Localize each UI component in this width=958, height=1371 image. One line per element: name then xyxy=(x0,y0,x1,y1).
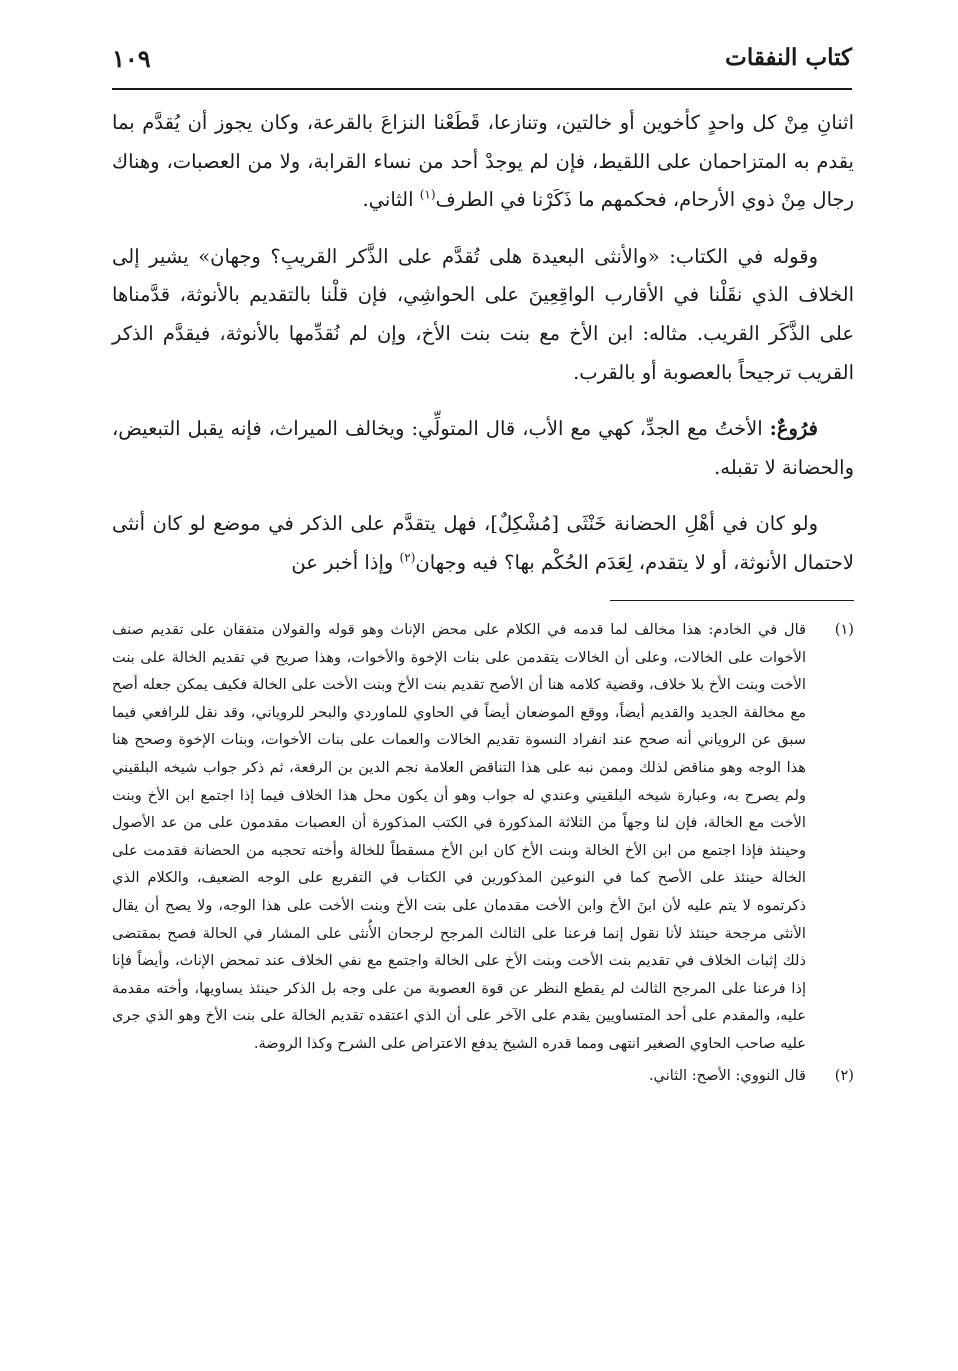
paragraph-tail: وإذا أخبر عن xyxy=(291,550,400,574)
paragraph-text: اثنانِ مِنْ كل واحدٍ كأخوين أو خالتين، وتنازعا، قَطَعْنا النزاعَ بالقرعة، وكان يجوز أن يُقدَّم بما يقدم به المتزاحمان على اللقيط، فإن لم يوجدْ أحد من نساء القرابة، ولا من العصبات، وهناك رجال مِنْ ذوي الأرحام، فحكمهم ما ذَكَرْنا في الطرف xyxy=(112,111,854,212)
footnote-1 xyxy=(112,616,854,1058)
section-lead: فرُوعٌ: xyxy=(769,417,818,441)
paragraph-text: وقوله في الكتاب: «والأنثى البعيدة هلى تُقدَّم على الذَّكر القريبِ؟ وجهان» يشير إلى الخلاف الذي نقَلْنا في الأقارب الواقِعِينَ على الحواشِي، فإن قلْنا بالتقديم بالأنوثة، قدَّمناها على الذَّكَر القريب. مثاله: ابن الأخ مع بنت بنت الأخ، وإن لم نُقدِّمها بالأنوثة، فيقدَّم الذكر القريب ترجيحاً بالعصوبة أو بالقرب. xyxy=(112,244,854,384)
footnote-ref-1: (١) xyxy=(419,187,436,202)
footnotes xyxy=(112,616,854,1093)
paragraph-2 xyxy=(112,238,854,392)
paragraph-text: ولو كان في أهْلِ الحضانة خَنْثَى [مُشْكِلٌ]، فهل يتقدَّم على الذكر في موضع لو كان أنثى لاحتمال الأنوثة، أو لا يتقدم، لِعَدَم الحُكْم بها؟ فيه وجهان xyxy=(112,512,854,574)
paragraph-4 xyxy=(112,505,854,582)
book-title: كتاب النفقات xyxy=(725,44,852,71)
footnote-text: قال النووي: الأصح: الثاني. xyxy=(648,1066,806,1084)
page-header xyxy=(112,44,852,88)
footnote-number: (٢) xyxy=(834,1066,854,1084)
paragraph-tail: الثاني. xyxy=(362,188,420,212)
header-divider xyxy=(112,88,852,90)
paragraph-3 xyxy=(112,410,854,487)
main-text xyxy=(112,104,854,601)
footnote-2 xyxy=(112,1062,854,1090)
paragraph-text: الأختُ مع الجدِّ، كهي مع الأب، قال المتولِّي: ويخالف الميراث، فإنه يقبل التبعيض، والحضانة لا تقبله. xyxy=(112,417,854,479)
footnote-text: قال في الخادم: هذا مخالف لما قدمه في الكلام على محض الإناث وهو قوله والقولان متفقان على تقديم صنف الأخوات على الخالات، وعلى أن الخالات يتقدمن على بنات الإخوة والأخوات، وهذا صريح في تقديم الخالة على بنت الأخت وبنت الأخ بلا خلاف، وقضية كلامه هنا أن الأصح تقديم بنت الأخ وبنت الأخت على الخالة فكيف يمكن جعله أصح مع مخالفة الجديد والقديم أيضاً، ووقع الموضعان أيضاً في الحاوي للماوردي والبحر للروياني، وقد نقل للرافعي فيما سبق عن الروياني أنه صحح عند انفراد النسوة تقديم الخالات والعمات على بنات الأخوات، وبنات الإخوة وصحح هنا هذا الوجه وهو مناقض لذلك وممن نبه على هذا التناقض العلامة نجم الدين بن الرفعة، ثم ذكر جواب شيخه البلقيني ولم يصرح به، وعبارة شيخه البلقيني وعندي له جواب وهو أن يكون محل هذا الخلاف فيما إذا اجتمع ابن الأخ وبنت الأخت مع الخالة، فإن لنا وجهاً من الثلاثة المذكورة في الكتب المذكورة أن العصبات مقدمون على من عد الأصول وحينئذ فإذا اجتمع من ابن الأخ الخالة وبنت الأخ كان ابن الأخ مسقطاً للخالة وأخته تحجبه من الحضانة فقدمت على الخالة حينئذ على الأصح كما في النوعين المذكورين في الكتاب في التفريع على الوجه الضعيف، والكلام الذي ذكرتموه لا يتم عليه لأن ابنَ الأخ وابن الأخت مقدمان على بنت الأخ وبنت الأخت على هذا الوجه، ولا يصح أن يقال الأنثى مرجحة حينئذ لأنا نقول إنما فرعنا على الثالث المرجح لرجحان الأُنثى على المشار في الحالة فصح بمقتضى ذلك إثبات الخلاف في تقديم بنت الأخت وبنت الأخ على الخالة واجتمع مع نفي الخلاف عند تمحض الإناث، وأيضاً فإنا إذا فرعنا على المرجح الثالث لم يقطع النظر عن قوة العصوبة من على وجه بل الذكر حينئذ يساويها، وأخته مقدمة عليه، والمقدم على أحد المتساويين يقدم على الآخر على أن الذي اعتقده تقديم الخالة على بنت الأخ وهو الذي جرى عليه صاحب الحاوي الصغير انتهى ومما قدره الشيخ يدفع الاعتراض على الشرح وكذا الروضة. xyxy=(112,621,806,1052)
footnote-divider xyxy=(610,600,854,601)
footnote-number: (١) xyxy=(834,621,854,638)
footnote-ref-2: (٢) xyxy=(399,550,416,565)
paragraph-1 xyxy=(112,104,854,220)
page-number: ١٠٩ xyxy=(112,44,151,73)
